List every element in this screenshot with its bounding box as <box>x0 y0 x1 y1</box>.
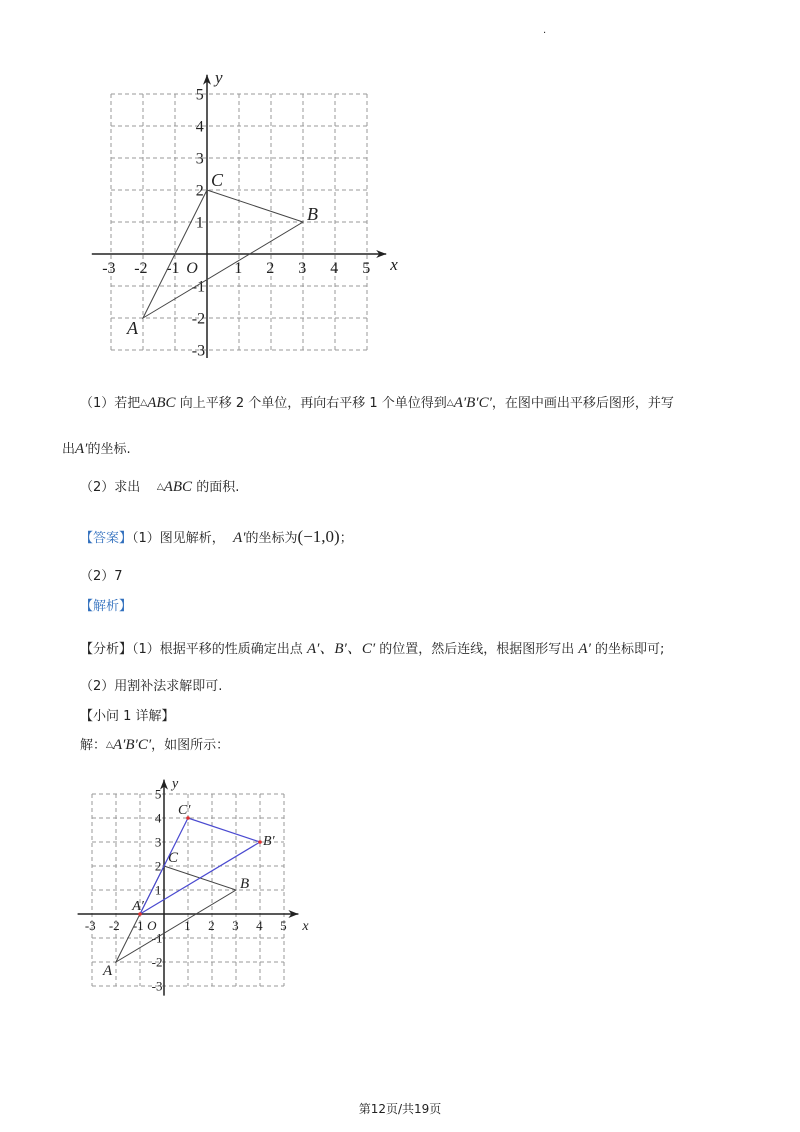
q2-suffix: 的面积. <box>196 480 240 495</box>
point-b-prime-label: B′ <box>263 834 275 849</box>
triangle-abc: ABC <box>147 395 176 411</box>
fenxi-text-3: 的坐标即可; <box>595 642 665 657</box>
q1-text-1: 向上平移 2 个单位，再向右平移 1 个单位得到 <box>179 396 447 411</box>
point-a-label: A <box>103 963 113 979</box>
answer-text-1: （1）图见解析， <box>132 531 225 546</box>
vertex-point <box>258 840 262 844</box>
fenxi-text-2: 的位置，然后连线，根据图形写出 <box>379 642 575 657</box>
x-tick-label: 1 <box>234 260 243 277</box>
question-1-line-1 <box>80 394 674 413</box>
y-tick-label: 4 <box>154 810 162 826</box>
point-a-prime-label: A′ <box>132 899 144 914</box>
page-footer: 第12页/共19页 <box>358 1102 442 1116</box>
analysis-tag: 【解析】 <box>80 599 133 614</box>
answer-part-2: （2）7 <box>80 569 123 584</box>
solution-suffix: ，如图所示： <box>151 738 230 753</box>
solution-line <box>80 736 229 755</box>
y-tick-label: 1 <box>195 214 204 232</box>
points-prime: A′、B′、C′ <box>306 641 376 657</box>
point-c-prime-label: C′ <box>178 803 191 818</box>
y-axis-label: y <box>172 776 179 792</box>
y-tick-label: -1 <box>151 930 163 946</box>
y-tick-label: -3 <box>191 342 206 358</box>
top-mark: . <box>543 25 547 36</box>
x-tick-label: -1 <box>132 918 144 933</box>
point-c-label: C <box>168 850 179 866</box>
sub-question-heading: 【小问 1 详解】 <box>80 709 175 724</box>
x-tick-label: 4 <box>330 260 339 277</box>
q2-number: （2）求出 <box>80 480 141 495</box>
y-tick-label: -2 <box>191 310 206 328</box>
triangle-symbol: △ <box>106 740 113 750</box>
x-axis-label: x <box>390 255 398 274</box>
triangle-abc-prime: A′B′C′ <box>112 737 152 753</box>
fenxi-tag: 【分析】 <box>80 642 133 657</box>
x-tick-label: 5 <box>362 260 371 277</box>
point-a-prime: A′ <box>578 641 591 657</box>
x-tick-label: -2 <box>134 260 148 277</box>
triangle-symbol: △ <box>140 398 148 408</box>
y-tick-label: 5 <box>195 86 204 104</box>
triangle-abc-prime: A′B′C′ <box>453 395 492 411</box>
point-a-prime: A′ <box>75 441 88 457</box>
fenxi-part-2: （2）用割补法求解即可. <box>80 679 223 694</box>
triangle-symbol: △ <box>446 398 454 408</box>
answer-line <box>80 528 353 548</box>
coordinate-figure-1 <box>80 58 400 358</box>
y-tick-label: -2 <box>151 954 163 970</box>
origin-label: O <box>147 918 157 933</box>
solution-prefix: 解： <box>80 738 107 753</box>
answer-end: ； <box>339 531 353 546</box>
x-tick-label: 3 <box>298 260 307 277</box>
y-tick-label: -1 <box>191 278 206 296</box>
answer-tag: 【答案】 <box>80 531 133 546</box>
triangle-abc: ABC <box>163 479 193 495</box>
x-tick-label: 2 <box>266 260 275 277</box>
y-tick-label: -3 <box>151 978 163 994</box>
point-c-label: C <box>211 170 224 190</box>
point-b-label: B <box>240 876 250 892</box>
q1-line2-prefix: 出 <box>62 442 76 457</box>
x-tick-label: 3 <box>232 918 239 933</box>
point-a-label: A <box>127 318 138 338</box>
q1-text-2: ，在图中画出平移后图形，并写 <box>491 396 674 411</box>
fenxi-line <box>80 640 664 659</box>
question-2 <box>80 478 239 497</box>
y-tick-label: 1 <box>154 882 162 898</box>
x-tick-label: 2 <box>208 918 215 933</box>
x-axis-label: x <box>302 919 309 934</box>
origin-label: O <box>186 260 198 277</box>
q1-number: （1）若把 <box>80 396 141 411</box>
y-tick-label: 3 <box>195 150 204 168</box>
answer-text-2: 的坐标为 <box>245 531 298 546</box>
y-tick-label: 2 <box>154 858 162 874</box>
x-tick-label: 5 <box>280 918 287 933</box>
triangle-symbol: △ <box>156 482 164 492</box>
answer-coordinate: (−1,0) <box>297 527 340 546</box>
x-tick-label: 1 <box>184 918 191 933</box>
x-tick-label: -3 <box>84 918 96 933</box>
y-tick-label: 4 <box>195 118 204 136</box>
x-tick-label: -1 <box>166 260 180 277</box>
y-tick-label: 2 <box>195 182 204 200</box>
coordinate-figure-2 <box>70 768 310 1008</box>
y-tick-label: 3 <box>154 834 162 850</box>
q1-line2-suffix: 的坐标. <box>87 442 131 457</box>
x-tick-label: -2 <box>108 918 120 933</box>
y-axis-label: y <box>215 67 223 87</box>
y-tick-label: 5 <box>154 786 162 802</box>
x-tick-label: 4 <box>256 918 263 933</box>
point-b-label: B <box>307 204 318 224</box>
question-1-line-2 <box>62 440 131 459</box>
x-tick-label: -3 <box>102 260 116 277</box>
fenxi-text-1: （1）根据平移的性质确定出点 <box>132 642 303 657</box>
point-a-prime: A′ <box>233 530 246 546</box>
